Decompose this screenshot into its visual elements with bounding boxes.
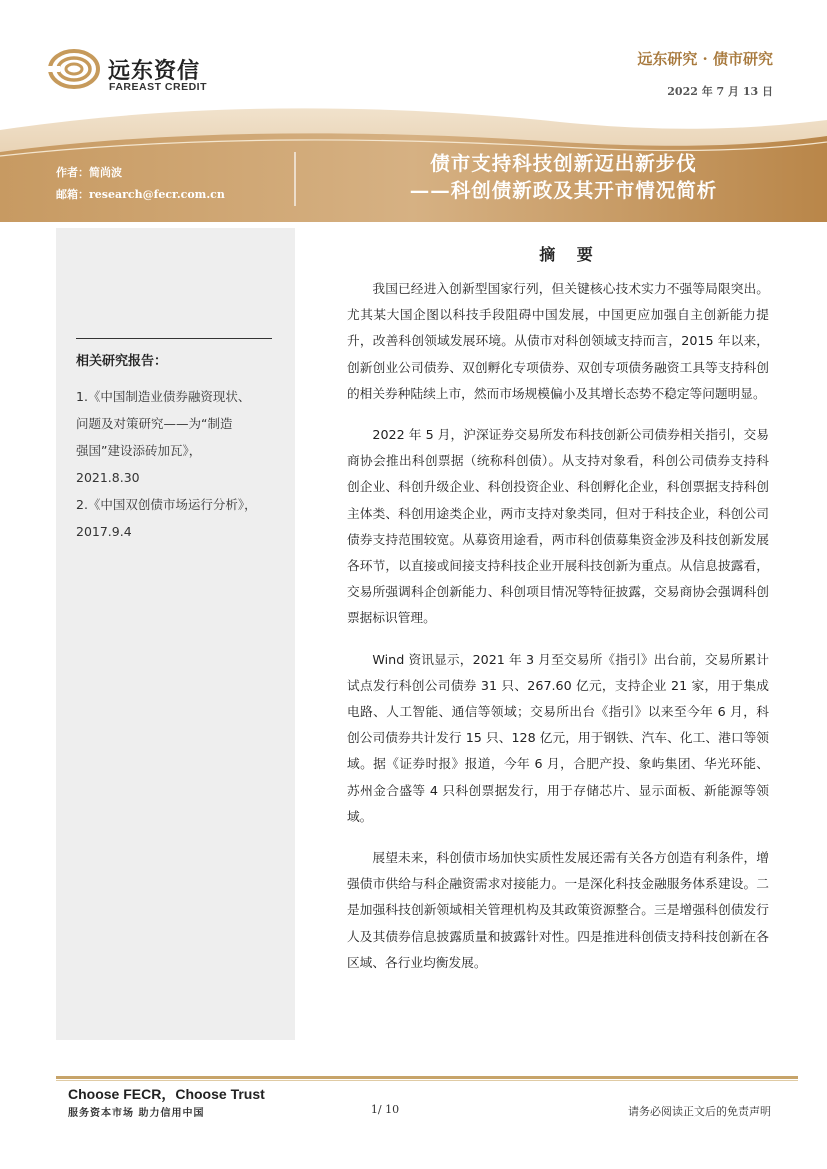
author-email: 邮箱：research@fecr.com.cn xyxy=(56,188,225,201)
report-subtitle: ——科创债新政及其开市情况简析 xyxy=(409,179,718,202)
author-label: 作者：简尚波 xyxy=(56,166,122,179)
related-report-line: 强国”建设添砖加瓦》， xyxy=(76,443,202,458)
related-report-line: 问题及对策研究——为“制造 xyxy=(76,416,233,431)
sidebar-rule xyxy=(76,338,272,339)
abstract-paragraph: 展望未来，科创债市场加快实质性发展还需有关各方创造有利条件，增强债市供给与科企融资需求对接能力。一是深化科技金融服务体系建设。二是加强科技创新领域相关管理机构及其政策资源整合。三是增强科创债发行人及其债券信息披露质量和披露针对性。四是推进科创债支持科技创新在各区域、各行业均衡发展。 xyxy=(347,850,769,970)
logo-swirl-icon xyxy=(48,48,102,90)
footer-slogan: Choose FECR，Choose Trust xyxy=(68,1086,265,1102)
page-number: 1/ 10 xyxy=(370,1103,400,1116)
footer-subslogan: 服务资本市场 助力信用中国 xyxy=(68,1108,205,1119)
abstract-body xyxy=(347,276,769,991)
abstract-heading: 摘 要 xyxy=(539,245,601,264)
abstract-paragraph: 2022 年 5 月，沪深证券交易所发布科技创新公司债券相关指引，交易商协会推出科创票据（统称科创债）。从支持对象看，科创公司债券支持科创企业、科创升级企业、科创投资企业、科创孵化企业，科创票据支持科创主体类、科创用途类企业，两市支持对象类同，但对于科技企业，科创公司债券支持范围较宽。从募资用途看，两市科创债募集资金涉及科技创新发展各环节，以直接或间接支持科技企业开展科技创新为重点。从信息披露看，交易所强调科企创新能力、科创项目情况等特征披露，交易商协会强调科创票据标识管理。 xyxy=(347,427,769,626)
related-report-line: 1.《中国制造业债券融资现状、 xyxy=(76,389,251,404)
abstract-paragraph: 我国已经进入创新型国家行列，但关键核心技术实力不强等局限突出。尤其某大国企图以科技手段阻碍中国发展，中国更应加强自主创新能力提升，改善科创领域发展环境。从债市对科创领域支持而言，2015 年以来，创新创业公司债券、双创孵化专项债券、双创专项债务融资工具等支持科创的相关券种陆续上市，然而市场规模偏小及其增长态势不稳定等问题明显。 xyxy=(347,281,769,401)
related-report-line: 2021.8.30 xyxy=(76,470,140,485)
footer-rule xyxy=(56,1076,798,1079)
report-date: 2022 年 7 月 13 日 xyxy=(667,85,773,98)
related-report-line: 2.《中国双创债市场运行分析》， xyxy=(76,497,257,512)
sidebar-heading: 相关研究报告： xyxy=(76,354,168,369)
logo-text-cn: 远东资信 xyxy=(108,59,201,84)
related-reports-list xyxy=(76,383,282,545)
logo-text-en: FAREAST CREDIT xyxy=(109,81,208,93)
footer-disclaimer: 请务必阅读正文后的免责声明 xyxy=(628,1105,771,1118)
footer-rule-thin xyxy=(56,1080,798,1081)
report-title: 债市支持科技创新迈出新步伐 xyxy=(430,152,697,175)
company-logo xyxy=(48,48,218,96)
related-report-line: 2017.9.4 xyxy=(76,524,132,539)
report-series: 远东研究 · 债市研究 xyxy=(637,50,773,68)
abstract-paragraph: Wind 资讯显示，2021 年 3 月至交易所《指引》出台前，交易所累计试点发行科创公司债券 31 只、267.60 亿元，支持企业 21 家，用于集成电路、人工智能、通信等领域；交易所出台《指引》以来至今年 6 月，科创公司债券共计发行 15 只、128 亿元，用于钢铁、汽车、化工、港口等领域。据《证券时报》报道，今年 6 月，合肥产投、象屿集团、华光环能、苏州金合盛等 4 只科创票据发行，用于存储芯片、显示面板、新能源等领域。 xyxy=(347,651,769,824)
banner-divider xyxy=(294,152,296,206)
related-reports-sidebar xyxy=(56,228,295,1040)
